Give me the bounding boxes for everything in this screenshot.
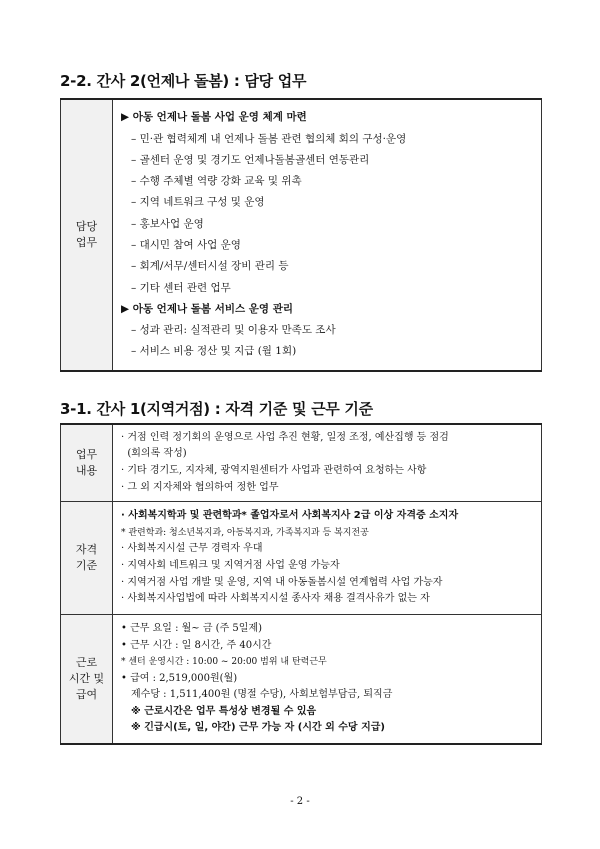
- list-item: · 지역사회 네트워크 및 지역거점 사업 운영 가능자: [121, 560, 340, 571]
- list-item: · 사회복지학과 및 관련학과* 졸업자로서 사회복지사 2급 이상 자격증 소지자: [121, 510, 459, 522]
- row-label: 업무 내용: [61, 424, 113, 502]
- work-content: [113, 424, 542, 502]
- qualification-content: [113, 502, 542, 615]
- list-item: · 기타 경기도, 지자체, 광역지원센터가 사업과 관련하여 요청하는 사항: [121, 465, 427, 476]
- list-item: · 그 외 지자체와 협의하여 정한 업무: [121, 481, 279, 493]
- list-note: ※ 근로시간은 업무 특성상 변경될 수 있음: [131, 705, 317, 717]
- list-item: – 서비스 비용 정산 및 지급 (월 1회): [131, 345, 297, 358]
- list-item: – 민·관 협력체계 내 언제나 돌봄 관련 협의체 회의 구성·운영: [131, 132, 407, 145]
- table-row: [61, 615, 542, 745]
- list-item: – 골센터 운영 및 경기도 언제나돌봄골센터 연동관리: [131, 153, 370, 166]
- table-row: [61, 424, 542, 502]
- list-item: – 기타 센터 관련 업무: [131, 281, 231, 294]
- list-heading: ▶ 아동 언제나 돌봄 서비스 운영 관리: [121, 302, 294, 315]
- list-item: – 수행 주체별 역량 강화 교육 및 위촉: [131, 175, 302, 188]
- duties-content: [113, 99, 542, 371]
- section-heading-qualifications: 3-1. 간사 1(지역거점) : 자격 기준 및 근무 기준: [60, 400, 373, 418]
- list-item: – 회계/서무/센터시설 장비 관리 등: [131, 260, 289, 273]
- section-heading-duties: 2-2. 간사 2(언제나 돌봄) : 담당 업무: [60, 72, 307, 90]
- list-item: – 대시민 참여 사업 운영: [131, 239, 241, 251]
- row-label: 담당 업무: [61, 99, 113, 371]
- list-item: – 지역 네트워크 구성 및 운영: [131, 196, 265, 209]
- work-hours-content: [113, 615, 542, 745]
- list-item: (회의록 작성): [121, 448, 187, 460]
- qualifications-table: [60, 423, 542, 745]
- list-heading: ▶ 아동 언제나 돌봄 사업 운영 체계 마련: [121, 111, 307, 124]
- list-note: * 센터 운영시간 : 10:00 ~ 20:00 범위 내 탄력근무: [121, 657, 327, 668]
- list-item: – 성과 관리: 실적관리 및 이용자 만족도 조사: [131, 324, 336, 337]
- list-item: · 지역거점 사업 개발 및 운영, 지역 내 아동돌봄시설 연계협력 사업 가능자: [121, 576, 443, 588]
- list-item: 제수당 : 1,511,400원 (명절 수당), 사회보험부담금, 퇴직금: [131, 689, 393, 701]
- list-item: • 급여 : 2,519,000원(월): [121, 672, 238, 684]
- list-item: · 사회복지시설 근무 경력자 우대: [121, 543, 263, 555]
- list-item: • 근무 시간 : 일 8시간, 주 40시간: [121, 639, 272, 651]
- row-label: 근로 시간 및 급여: [61, 615, 113, 745]
- row-label: 자격 기준: [61, 502, 113, 615]
- table-row: [61, 502, 542, 615]
- list-item: • 근무 요일 : 월~ 금 (주 5일제): [121, 622, 263, 634]
- table-row: [61, 99, 542, 371]
- list-item: – 홍보사업 운영: [131, 217, 204, 230]
- list-note: ※ 긴급시(토, 일, 야간) 근무 가능 자 (시간 외 수당 지급): [131, 722, 385, 734]
- list-note: * 관련학과: 청소년복지과, 아동복지과, 가족복지과 등 복지전공: [121, 527, 369, 538]
- list-item: · 거점 인력 정기회의 운영으로 사업 추진 현황, 일정 조정, 예산집행 등 점검: [121, 431, 449, 443]
- list-item: · 사회복지사업법에 따라 사회복지시설 종사자 채용 결격사유가 없는 자: [121, 593, 430, 605]
- duties-table: [60, 98, 542, 372]
- page-number: - 2 -: [290, 796, 310, 807]
